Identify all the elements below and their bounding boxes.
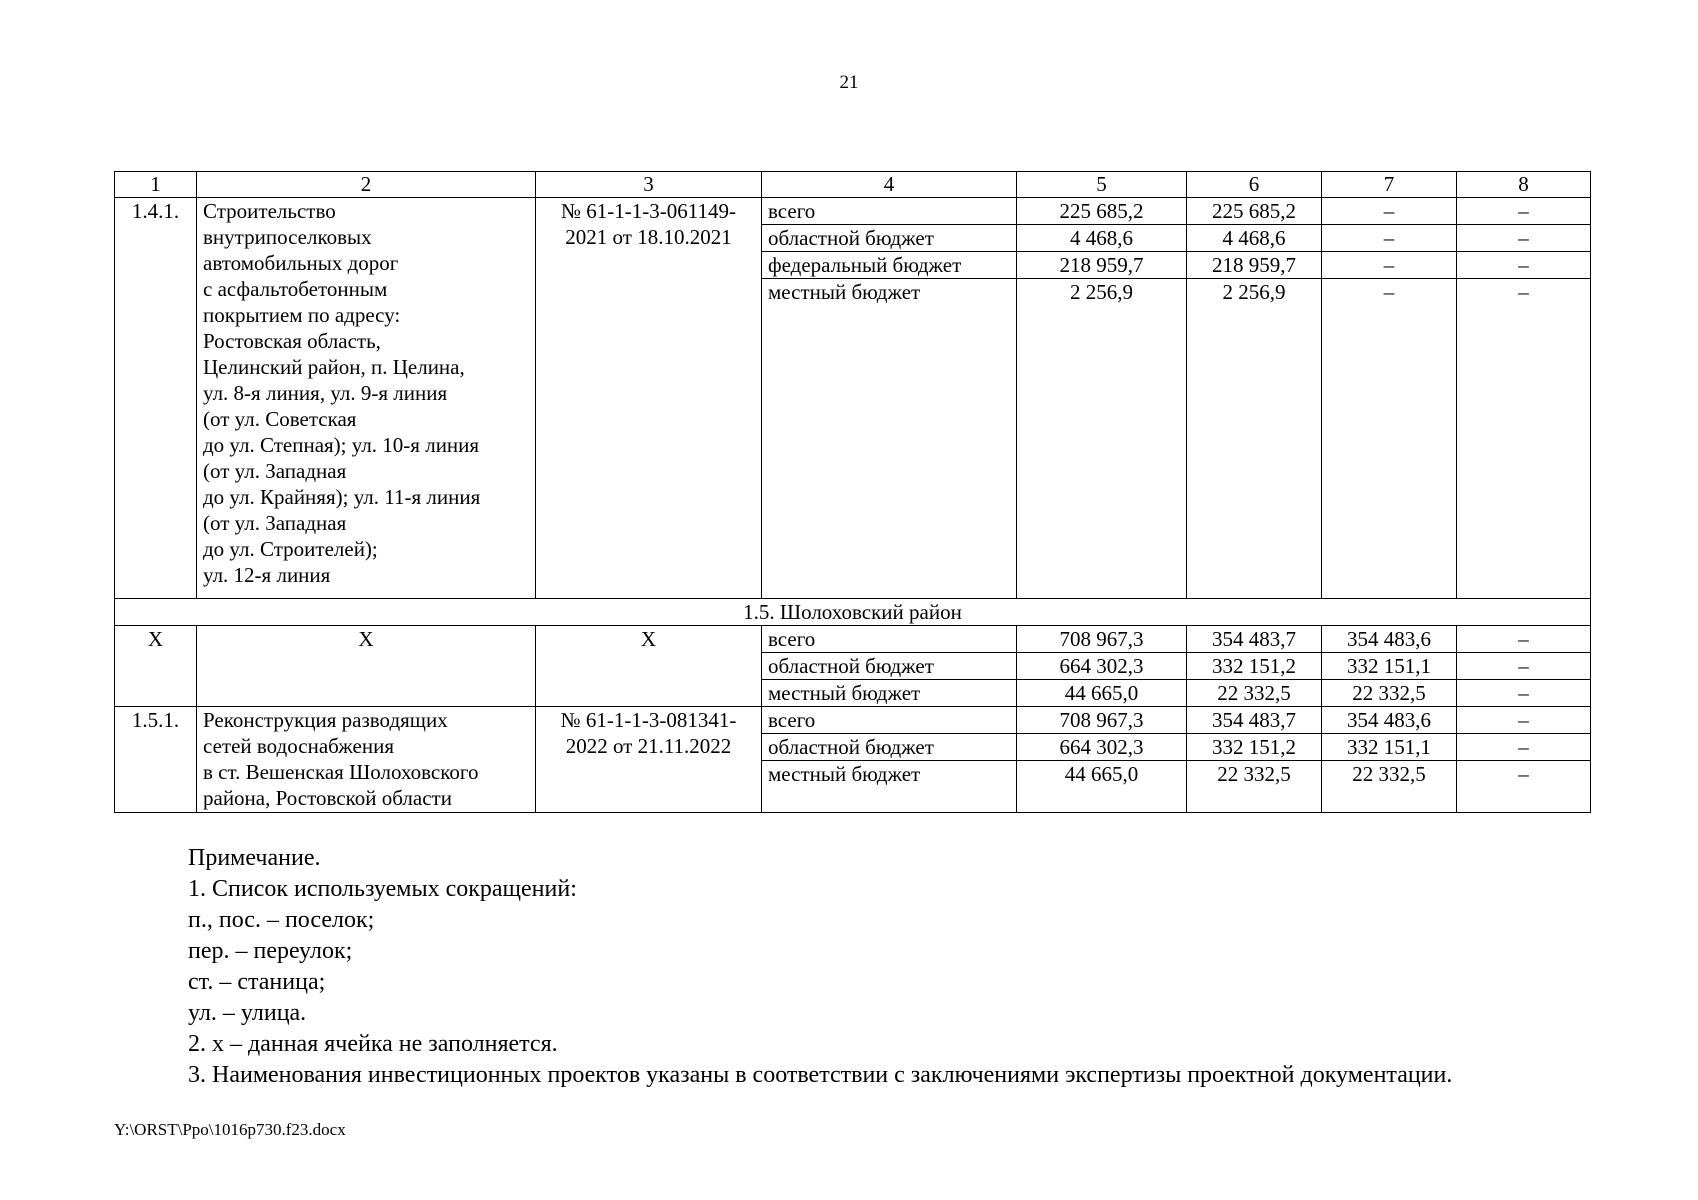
file-path: Y:\ORST\Ppo\1016p730.f23.docx [114, 1120, 346, 1139]
value-cell: 664 302,3 [1017, 734, 1187, 761]
page-number: 21 [839, 72, 859, 93]
value-cell: 354 483,7 [1187, 707, 1322, 734]
value-cell: – [1457, 626, 1591, 653]
notes-section [114, 843, 1590, 1091]
funding-source: областной бюджет [762, 225, 1017, 252]
value-cell: – [1457, 653, 1591, 680]
column-header: 8 [1457, 172, 1591, 198]
value-cell: 22 332,5 [1187, 680, 1322, 707]
value-cell: 218 959,7 [1017, 252, 1187, 279]
value-cell: 44 665,0 [1017, 761, 1187, 813]
value-cell: 354 483,6 [1322, 626, 1457, 653]
project-number: 1.5.1. [115, 707, 197, 813]
table-row [115, 707, 1591, 734]
column-header: 7 [1322, 172, 1457, 198]
value-cell: 4 468,6 [1017, 225, 1187, 252]
value-cell: 22 332,5 [1187, 761, 1322, 813]
value-cell: 664 302,3 [1017, 653, 1187, 680]
abbreviation-item: ст. – станица; [188, 969, 326, 995]
column-header: 1 [115, 172, 197, 198]
value-cell: 2 256,9 [1187, 279, 1322, 599]
empty-marker: Х [197, 626, 536, 707]
funding-source: местный бюджет [762, 680, 1017, 707]
value-cell: 44 665,0 [1017, 680, 1187, 707]
value-cell: 354 483,6 [1322, 707, 1457, 734]
value-cell: 218 959,7 [1187, 252, 1322, 279]
value-cell: – [1322, 279, 1457, 599]
funding-source: местный бюджет [762, 279, 1017, 599]
value-cell: 332 151,2 [1187, 734, 1322, 761]
value-cell: – [1322, 252, 1457, 279]
value-cell: – [1457, 225, 1591, 252]
value-cell: – [1457, 680, 1591, 707]
funding-source: областной бюджет [762, 653, 1017, 680]
value-cell: 2 256,9 [1017, 279, 1187, 599]
value-cell: – [1457, 198, 1591, 225]
value-cell: 332 151,2 [1187, 653, 1322, 680]
value-cell: 708 967,3 [1017, 707, 1187, 734]
expertise-conclusion: № 61-1-1-3-081341- 2022 от 21.11.2022 [536, 707, 762, 813]
value-cell: – [1322, 198, 1457, 225]
notes-title: Примечание. [188, 845, 321, 871]
value-cell: 354 483,7 [1187, 626, 1322, 653]
column-header: 2 [197, 172, 536, 198]
column-header: 3 [536, 172, 762, 198]
value-cell: – [1457, 279, 1591, 599]
note-item: 3. Наименования инвестиционных проектов указаны в соответствии с заключениями экспертизы проектной документации. [188, 1062, 1453, 1088]
table-row [115, 626, 1591, 653]
value-cell: 22 332,5 [1322, 761, 1457, 813]
value-cell: – [1457, 734, 1591, 761]
column-header: 4 [762, 172, 1017, 198]
project-name: Реконструкция разводящих сетей водоснабжения в ст. Вешенская Шолоховского района, Ростовской области [197, 707, 536, 813]
expertise-conclusion: № 61-1-1-3-061149- 2021 от 18.10.2021 [536, 198, 762, 599]
funding-source: областной бюджет [762, 734, 1017, 761]
value-cell: – [1457, 252, 1591, 279]
table-row [115, 198, 1591, 225]
abbreviation-item: п., пос. – поселок; [188, 907, 375, 933]
note-item: 2. х – данная ячейка не заполняется. [188, 1031, 558, 1057]
value-cell: – [1322, 225, 1457, 252]
value-cell: 225 685,2 [1187, 198, 1322, 225]
funding-source: федеральный бюджет [762, 252, 1017, 279]
investment-projects-table [114, 171, 1591, 813]
value-cell: – [1457, 761, 1591, 813]
empty-marker: Х [536, 626, 762, 707]
value-cell: 332 151,1 [1322, 734, 1457, 761]
column-header: 5 [1017, 172, 1187, 198]
funding-source: местный бюджет [762, 761, 1017, 813]
funding-source: всего [762, 626, 1017, 653]
project-name: Строительство внутрипоселковых автомобильных дорог с асфальтобетонным покрытием по адресу: Ростовская область, Целинский район, п. Целина, ул. 8-я линия, ул. 9-я линия (от ул. Советская до ул. Степная); ул. 10-я линия (от ул. Западная до ул. Крайняя); ул. 11-я линия (от ул. Западная до ул. Строителей); ул. 12-я линия [197, 198, 536, 599]
note-item: 1. Список используемых сокращений: [188, 876, 577, 902]
section-row [115, 599, 1591, 626]
value-cell: 332 151,1 [1322, 653, 1457, 680]
value-cell: 225 685,2 [1017, 198, 1187, 225]
project-number: 1.4.1. [115, 198, 197, 599]
value-cell: 708 967,3 [1017, 626, 1187, 653]
value-cell: – [1457, 707, 1591, 734]
empty-marker: Х [115, 626, 197, 707]
table-header-row [115, 172, 1591, 198]
funding-source: всего [762, 198, 1017, 225]
section-title: 1.5. Шолоховский район [115, 599, 1591, 626]
abbreviation-item: пер. – переулок; [188, 938, 353, 964]
value-cell: 4 468,6 [1187, 225, 1322, 252]
abbreviation-item: ул. – улица. [188, 1000, 307, 1026]
column-header: 6 [1187, 172, 1322, 198]
value-cell: 22 332,5 [1322, 680, 1457, 707]
funding-source: всего [762, 707, 1017, 734]
